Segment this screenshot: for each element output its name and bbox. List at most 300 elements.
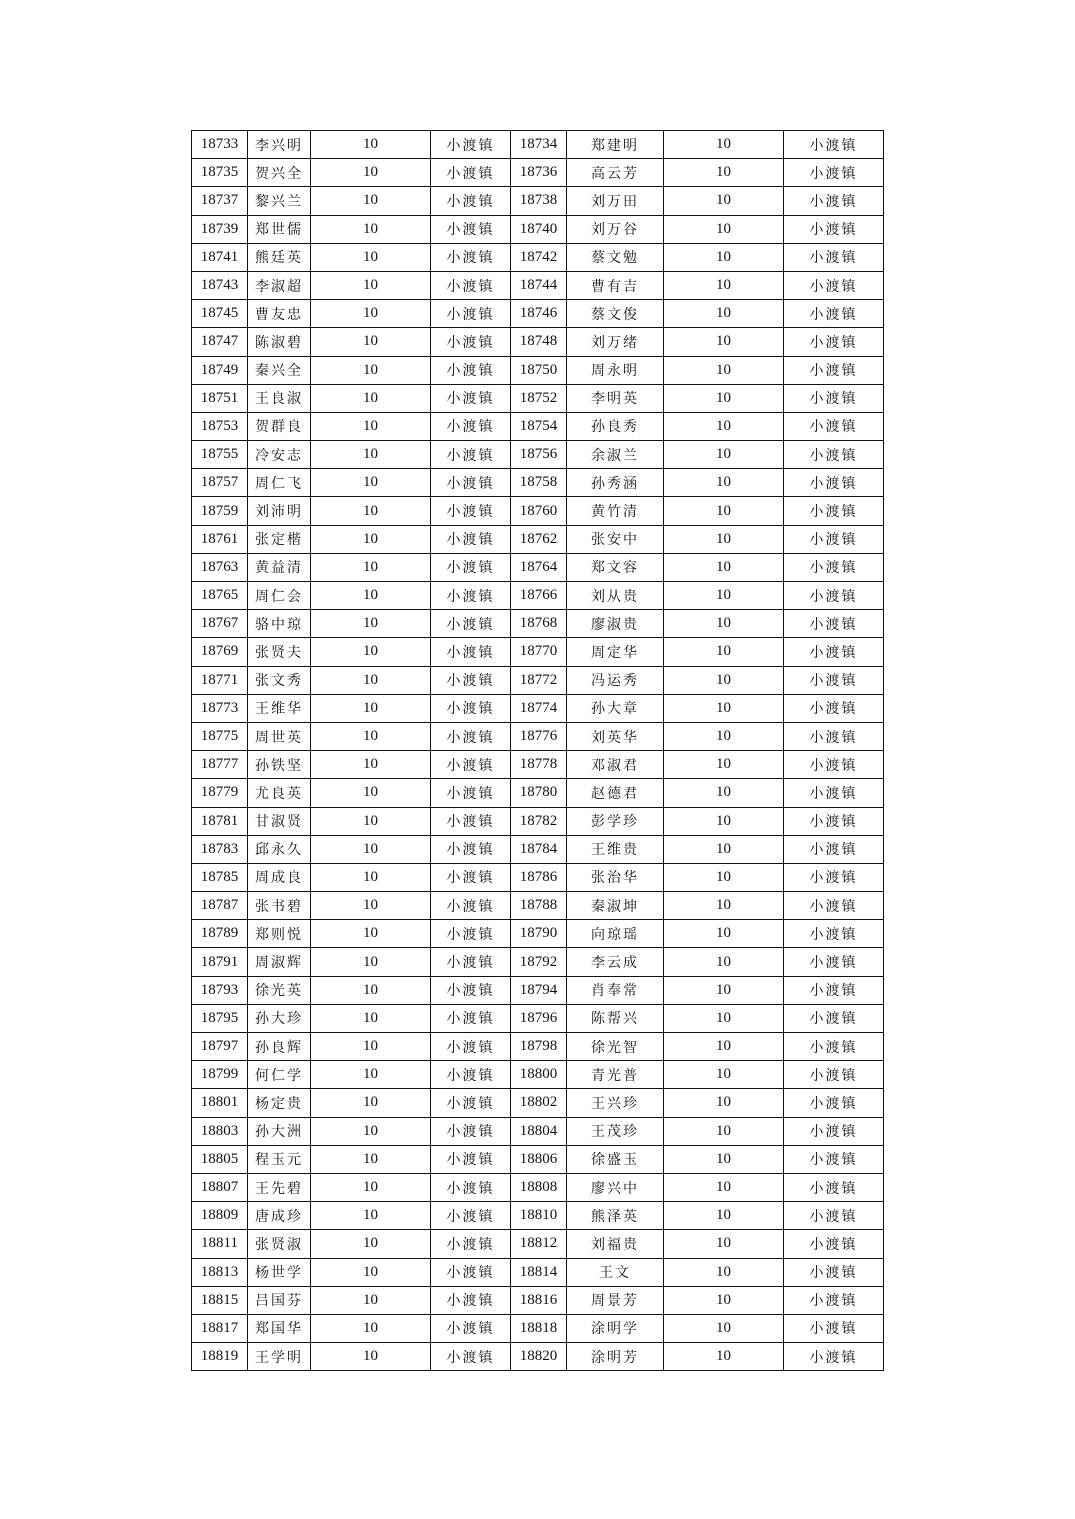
left-amount: 10 — [311, 807, 431, 835]
right-township: 小渡镇 — [784, 582, 884, 610]
right-record-id: 18814 — [511, 1258, 567, 1286]
left-person-name: 张定楷 — [248, 525, 311, 553]
left-person-name: 张贤淑 — [248, 1230, 311, 1258]
table-row — [192, 553, 884, 581]
right-person-name: 肖奉常 — [567, 976, 664, 1004]
roster-body — [192, 131, 884, 1371]
left-amount: 10 — [311, 892, 431, 920]
right-amount: 10 — [664, 187, 784, 215]
right-person-name: 刘万谷 — [567, 215, 664, 243]
right-township: 小渡镇 — [784, 1145, 884, 1173]
left-person-name: 熊廷英 — [248, 243, 311, 271]
right-person-name: 王维贵 — [567, 835, 664, 863]
right-record-id: 18770 — [511, 638, 567, 666]
left-record-id: 18749 — [192, 356, 248, 384]
table-row — [192, 722, 884, 750]
left-person-name: 王先碧 — [248, 1173, 311, 1201]
left-record-id: 18807 — [192, 1173, 248, 1201]
table-row — [192, 920, 884, 948]
left-person-name: 曹友忠 — [248, 300, 311, 328]
right-amount: 10 — [664, 271, 784, 299]
left-record-id: 18737 — [192, 187, 248, 215]
right-township: 小渡镇 — [784, 666, 884, 694]
right-record-id: 18754 — [511, 412, 567, 440]
right-township: 小渡镇 — [784, 271, 884, 299]
right-township: 小渡镇 — [784, 1286, 884, 1314]
right-person-name: 李明英 — [567, 384, 664, 412]
right-township: 小渡镇 — [784, 751, 884, 779]
right-township: 小渡镇 — [784, 300, 884, 328]
left-township: 小渡镇 — [431, 638, 511, 666]
left-record-id: 18803 — [192, 1117, 248, 1145]
right-person-name: 刘万田 — [567, 187, 664, 215]
right-amount: 10 — [664, 356, 784, 384]
right-person-name: 孙良秀 — [567, 412, 664, 440]
table-row — [192, 525, 884, 553]
left-record-id: 18785 — [192, 863, 248, 891]
left-record-id: 18763 — [192, 553, 248, 581]
left-record-id: 18757 — [192, 469, 248, 497]
left-person-name: 刘沛明 — [248, 497, 311, 525]
table-row — [192, 384, 884, 412]
table-row — [192, 1286, 884, 1314]
right-township: 小渡镇 — [784, 976, 884, 1004]
left-record-id: 18801 — [192, 1089, 248, 1117]
left-amount: 10 — [311, 1314, 431, 1342]
right-amount: 10 — [664, 1033, 784, 1061]
left-amount: 10 — [311, 187, 431, 215]
right-township: 小渡镇 — [784, 1230, 884, 1258]
right-amount: 10 — [664, 1314, 784, 1342]
left-record-id: 18797 — [192, 1033, 248, 1061]
left-record-id: 18819 — [192, 1343, 248, 1371]
right-record-id: 18784 — [511, 835, 567, 863]
left-amount: 10 — [311, 328, 431, 356]
right-person-name: 蔡文俊 — [567, 300, 664, 328]
left-amount: 10 — [311, 582, 431, 610]
left-amount: 10 — [311, 1061, 431, 1089]
right-amount: 10 — [664, 131, 784, 159]
right-person-name: 刘英华 — [567, 722, 664, 750]
left-amount: 10 — [311, 131, 431, 159]
right-amount: 10 — [664, 328, 784, 356]
left-person-name: 王良淑 — [248, 384, 311, 412]
right-record-id: 18808 — [511, 1173, 567, 1201]
left-person-name: 张书碧 — [248, 892, 311, 920]
left-township: 小渡镇 — [431, 1314, 511, 1342]
right-person-name: 周景芳 — [567, 1286, 664, 1314]
left-township: 小渡镇 — [431, 1286, 511, 1314]
right-amount: 10 — [664, 863, 784, 891]
left-person-name: 吕国芬 — [248, 1286, 311, 1314]
right-amount: 10 — [664, 1343, 784, 1371]
right-township: 小渡镇 — [784, 356, 884, 384]
right-township: 小渡镇 — [784, 328, 884, 356]
left-person-name: 孙铁坚 — [248, 751, 311, 779]
right-person-name: 廖兴中 — [567, 1173, 664, 1201]
left-township: 小渡镇 — [431, 1117, 511, 1145]
left-record-id: 18765 — [192, 582, 248, 610]
left-amount: 10 — [311, 976, 431, 1004]
left-amount: 10 — [311, 610, 431, 638]
left-person-name: 唐成珍 — [248, 1202, 311, 1230]
table-row — [192, 271, 884, 299]
left-amount: 10 — [311, 1202, 431, 1230]
right-township: 小渡镇 — [784, 863, 884, 891]
right-record-id: 18750 — [511, 356, 567, 384]
right-township: 小渡镇 — [784, 638, 884, 666]
table-row — [192, 892, 884, 920]
left-amount: 10 — [311, 271, 431, 299]
right-township: 小渡镇 — [784, 159, 884, 187]
left-township: 小渡镇 — [431, 328, 511, 356]
left-amount: 10 — [311, 441, 431, 469]
right-township: 小渡镇 — [784, 920, 884, 948]
right-township: 小渡镇 — [784, 525, 884, 553]
right-person-name: 徐盛玉 — [567, 1145, 664, 1173]
right-person-name: 郑建明 — [567, 131, 664, 159]
left-record-id: 18789 — [192, 920, 248, 948]
right-record-id: 18782 — [511, 807, 567, 835]
right-record-id: 18740 — [511, 215, 567, 243]
right-record-id: 18760 — [511, 497, 567, 525]
right-person-name: 孙秀涵 — [567, 469, 664, 497]
table-row — [192, 863, 884, 891]
right-person-name: 周定华 — [567, 638, 664, 666]
right-township: 小渡镇 — [784, 610, 884, 638]
right-amount: 10 — [664, 497, 784, 525]
left-township: 小渡镇 — [431, 920, 511, 948]
right-person-name: 余淑兰 — [567, 441, 664, 469]
left-record-id: 18751 — [192, 384, 248, 412]
left-person-name: 黄益清 — [248, 553, 311, 581]
right-township: 小渡镇 — [784, 694, 884, 722]
table-row — [192, 1314, 884, 1342]
right-township: 小渡镇 — [784, 1004, 884, 1032]
right-township: 小渡镇 — [784, 243, 884, 271]
left-record-id: 18773 — [192, 694, 248, 722]
right-record-id: 18800 — [511, 1061, 567, 1089]
left-person-name: 周仁会 — [248, 582, 311, 610]
left-township: 小渡镇 — [431, 187, 511, 215]
right-person-name: 彭学珍 — [567, 807, 664, 835]
right-person-name: 刘福贵 — [567, 1230, 664, 1258]
right-record-id: 18764 — [511, 553, 567, 581]
right-amount: 10 — [664, 1173, 784, 1201]
right-record-id: 18758 — [511, 469, 567, 497]
right-amount: 10 — [664, 384, 784, 412]
left-amount: 10 — [311, 835, 431, 863]
right-person-name: 青光普 — [567, 1061, 664, 1089]
table-row — [192, 666, 884, 694]
left-township: 小渡镇 — [431, 694, 511, 722]
table-row — [192, 779, 884, 807]
left-record-id: 18799 — [192, 1061, 248, 1089]
left-person-name: 程玉元 — [248, 1145, 311, 1173]
right-record-id: 18738 — [511, 187, 567, 215]
left-township: 小渡镇 — [431, 666, 511, 694]
right-amount: 10 — [664, 920, 784, 948]
left-amount: 10 — [311, 497, 431, 525]
left-record-id: 18811 — [192, 1230, 248, 1258]
right-record-id: 18778 — [511, 751, 567, 779]
left-record-id: 18755 — [192, 441, 248, 469]
left-township: 小渡镇 — [431, 722, 511, 750]
right-amount: 10 — [664, 1202, 784, 1230]
table-row — [192, 1230, 884, 1258]
right-person-name: 郑文容 — [567, 553, 664, 581]
left-record-id: 18735 — [192, 159, 248, 187]
right-township: 小渡镇 — [784, 384, 884, 412]
left-township: 小渡镇 — [431, 1230, 511, 1258]
table-row — [192, 835, 884, 863]
table-row — [192, 243, 884, 271]
left-record-id: 18759 — [192, 497, 248, 525]
left-amount: 10 — [311, 863, 431, 891]
left-amount: 10 — [311, 412, 431, 440]
left-person-name: 王学明 — [248, 1343, 311, 1371]
left-amount: 10 — [311, 779, 431, 807]
right-record-id: 18788 — [511, 892, 567, 920]
left-amount: 10 — [311, 159, 431, 187]
left-record-id: 18795 — [192, 1004, 248, 1032]
left-record-id: 18793 — [192, 976, 248, 1004]
right-township: 小渡镇 — [784, 1343, 884, 1371]
right-township: 小渡镇 — [784, 441, 884, 469]
table-row — [192, 1343, 884, 1371]
left-person-name: 秦兴全 — [248, 356, 311, 384]
left-person-name: 黎兴兰 — [248, 187, 311, 215]
left-amount: 10 — [311, 1004, 431, 1032]
right-person-name: 王兴珍 — [567, 1089, 664, 1117]
left-record-id: 18805 — [192, 1145, 248, 1173]
left-township: 小渡镇 — [431, 131, 511, 159]
left-record-id: 18767 — [192, 610, 248, 638]
left-record-id: 18743 — [192, 271, 248, 299]
left-person-name: 孙大珍 — [248, 1004, 311, 1032]
right-person-name: 向琼瑶 — [567, 920, 664, 948]
table-row — [192, 1173, 884, 1201]
right-township: 小渡镇 — [784, 1173, 884, 1201]
right-township: 小渡镇 — [784, 412, 884, 440]
right-amount: 10 — [664, 694, 784, 722]
right-record-id: 18742 — [511, 243, 567, 271]
table-row — [192, 948, 884, 976]
left-amount: 10 — [311, 666, 431, 694]
left-amount: 10 — [311, 1145, 431, 1173]
left-township: 小渡镇 — [431, 1343, 511, 1371]
right-amount: 10 — [664, 835, 784, 863]
left-record-id: 18741 — [192, 243, 248, 271]
left-township: 小渡镇 — [431, 948, 511, 976]
left-amount: 10 — [311, 638, 431, 666]
left-amount: 10 — [311, 384, 431, 412]
table-row — [192, 441, 884, 469]
table-row — [192, 751, 884, 779]
left-township: 小渡镇 — [431, 892, 511, 920]
left-person-name: 杨世学 — [248, 1258, 311, 1286]
right-record-id: 18792 — [511, 948, 567, 976]
right-person-name: 赵德君 — [567, 779, 664, 807]
left-township: 小渡镇 — [431, 779, 511, 807]
left-person-name: 周淑辉 — [248, 948, 311, 976]
left-amount: 10 — [311, 1173, 431, 1201]
right-record-id: 18744 — [511, 271, 567, 299]
left-record-id: 18761 — [192, 525, 248, 553]
table-row — [192, 300, 884, 328]
left-record-id: 18813 — [192, 1258, 248, 1286]
right-record-id: 18776 — [511, 722, 567, 750]
right-amount: 10 — [664, 751, 784, 779]
right-amount: 10 — [664, 1089, 784, 1117]
left-person-name: 甘淑贤 — [248, 807, 311, 835]
left-record-id: 18779 — [192, 779, 248, 807]
right-person-name: 蔡文勉 — [567, 243, 664, 271]
left-person-name: 陈淑碧 — [248, 328, 311, 356]
left-record-id: 18781 — [192, 807, 248, 835]
right-person-name: 孙大章 — [567, 694, 664, 722]
right-amount: 10 — [664, 412, 784, 440]
right-amount: 10 — [664, 976, 784, 1004]
table-row — [192, 582, 884, 610]
table-row — [192, 187, 884, 215]
right-record-id: 18804 — [511, 1117, 567, 1145]
right-person-name: 张安中 — [567, 525, 664, 553]
left-person-name: 周世英 — [248, 722, 311, 750]
roster-table — [191, 130, 884, 1371]
left-record-id: 18739 — [192, 215, 248, 243]
left-township: 小渡镇 — [431, 356, 511, 384]
right-record-id: 18802 — [511, 1089, 567, 1117]
right-amount: 10 — [664, 441, 784, 469]
left-person-name: 杨定贵 — [248, 1089, 311, 1117]
right-record-id: 18746 — [511, 300, 567, 328]
right-township: 小渡镇 — [784, 1089, 884, 1117]
left-amount: 10 — [311, 920, 431, 948]
right-amount: 10 — [664, 807, 784, 835]
right-township: 小渡镇 — [784, 1202, 884, 1230]
right-amount: 10 — [664, 948, 784, 976]
right-record-id: 18820 — [511, 1343, 567, 1371]
right-township: 小渡镇 — [784, 497, 884, 525]
right-record-id: 18772 — [511, 666, 567, 694]
left-amount: 10 — [311, 1286, 431, 1314]
left-township: 小渡镇 — [431, 835, 511, 863]
left-person-name: 李兴明 — [248, 131, 311, 159]
left-record-id: 18775 — [192, 722, 248, 750]
right-person-name: 黄竹清 — [567, 497, 664, 525]
left-township: 小渡镇 — [431, 215, 511, 243]
left-person-name: 何仁学 — [248, 1061, 311, 1089]
left-record-id: 18809 — [192, 1202, 248, 1230]
right-township: 小渡镇 — [784, 722, 884, 750]
left-person-name: 贺兴全 — [248, 159, 311, 187]
right-township: 小渡镇 — [784, 553, 884, 581]
left-record-id: 18745 — [192, 300, 248, 328]
left-record-id: 18791 — [192, 948, 248, 976]
left-amount: 10 — [311, 1343, 431, 1371]
left-township: 小渡镇 — [431, 1004, 511, 1032]
right-township: 小渡镇 — [784, 1033, 884, 1061]
table-row — [192, 159, 884, 187]
right-person-name: 高云芳 — [567, 159, 664, 187]
right-amount: 10 — [664, 666, 784, 694]
right-record-id: 18752 — [511, 384, 567, 412]
left-record-id: 18753 — [192, 412, 248, 440]
left-person-name: 尤良英 — [248, 779, 311, 807]
right-record-id: 18816 — [511, 1286, 567, 1314]
left-person-name: 周成良 — [248, 863, 311, 891]
right-person-name: 李云成 — [567, 948, 664, 976]
right-amount: 10 — [664, 1286, 784, 1314]
right-record-id: 18786 — [511, 863, 567, 891]
right-record-id: 18810 — [511, 1202, 567, 1230]
left-amount: 10 — [311, 948, 431, 976]
right-township: 小渡镇 — [784, 469, 884, 497]
right-person-name: 徐光智 — [567, 1033, 664, 1061]
left-amount: 10 — [311, 722, 431, 750]
right-record-id: 18794 — [511, 976, 567, 1004]
left-township: 小渡镇 — [431, 1202, 511, 1230]
right-township: 小渡镇 — [784, 215, 884, 243]
table-row — [192, 497, 884, 525]
right-amount: 10 — [664, 215, 784, 243]
right-township: 小渡镇 — [784, 1314, 884, 1342]
right-record-id: 18766 — [511, 582, 567, 610]
left-township: 小渡镇 — [431, 1173, 511, 1201]
right-record-id: 18818 — [511, 1314, 567, 1342]
right-person-name: 张治华 — [567, 863, 664, 891]
right-township: 小渡镇 — [784, 1061, 884, 1089]
table-row — [192, 1004, 884, 1032]
right-amount: 10 — [664, 1061, 784, 1089]
right-amount: 10 — [664, 1117, 784, 1145]
right-amount: 10 — [664, 525, 784, 553]
left-amount: 10 — [311, 1230, 431, 1258]
left-township: 小渡镇 — [431, 1258, 511, 1286]
left-township: 小渡镇 — [431, 807, 511, 835]
left-amount: 10 — [311, 1258, 431, 1286]
right-person-name: 曹有吉 — [567, 271, 664, 299]
right-township: 小渡镇 — [784, 779, 884, 807]
right-amount: 10 — [664, 892, 784, 920]
left-person-name: 邱永久 — [248, 835, 311, 863]
left-amount: 10 — [311, 553, 431, 581]
left-person-name: 孙良辉 — [248, 1033, 311, 1061]
left-township: 小渡镇 — [431, 610, 511, 638]
left-record-id: 18787 — [192, 892, 248, 920]
left-township: 小渡镇 — [431, 384, 511, 412]
right-person-name: 邓淑君 — [567, 751, 664, 779]
left-amount: 10 — [311, 215, 431, 243]
right-amount: 10 — [664, 159, 784, 187]
right-township: 小渡镇 — [784, 1117, 884, 1145]
table-row — [192, 1258, 884, 1286]
right-record-id: 18798 — [511, 1033, 567, 1061]
left-amount: 10 — [311, 694, 431, 722]
right-record-id: 18756 — [511, 441, 567, 469]
left-record-id: 18747 — [192, 328, 248, 356]
right-person-name: 王茂珍 — [567, 1117, 664, 1145]
table-row — [192, 694, 884, 722]
table-row — [192, 1117, 884, 1145]
right-person-name: 王文 — [567, 1258, 664, 1286]
left-amount: 10 — [311, 300, 431, 328]
right-amount: 10 — [664, 1258, 784, 1286]
left-person-name: 张贤夫 — [248, 638, 311, 666]
right-amount: 10 — [664, 582, 784, 610]
left-person-name: 郑世儒 — [248, 215, 311, 243]
